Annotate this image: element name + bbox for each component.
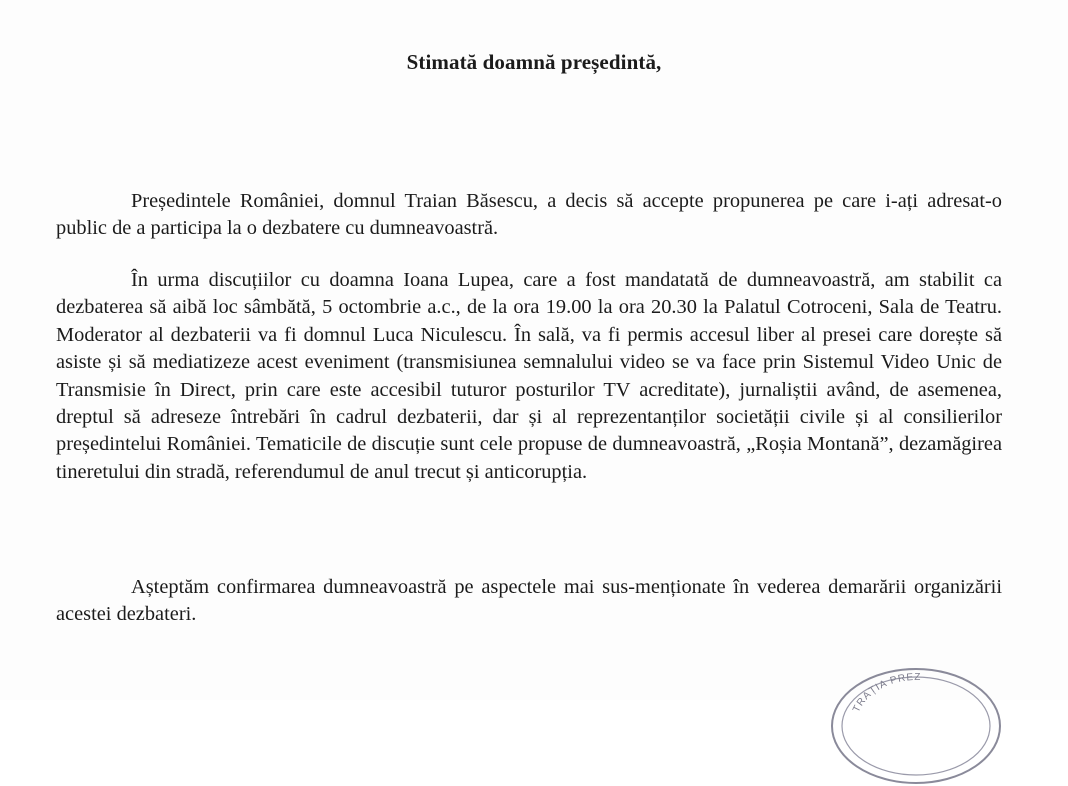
salutation: Stimată doamnă președintă, xyxy=(406,50,662,74)
paragraph-3 xyxy=(56,574,1002,629)
paragraph-1-text: Președintele României, domnul Traian Băsescu, a decis să accepte propunerea pe care i-ați adresat-o public de a participa la o dezbatere cu dumneavoastră. xyxy=(56,190,1002,240)
paragraph-2-text: În urma discuțiilor cu doamna Ioana Lupea, care a fost mandatată de dumneavoastră, am stabilit ca dezbaterea să aibă loc sâmbătă, 5 octombrie a.c., de la ora 19.00 la ora 20.30 la Palatul Cotroceni, Sala de Teatru. Moderator al dezbaterii va fi domnul Luca Niculescu. În sală, va fi permis accesul liber al presei care dorește să asiste și să mediatizeze acest eveniment (transmisiunea semnalului video se va face prin Sistemul Video Unic de Transmisie în Direct, prin care este accesibil tuturor posturilor TV acreditate), jurnaliștii având, de asemenea, dreptul să adreseze întrebări în cadrul dezbaterii, dar și al reprezentanților societății civile și al consilierilor președintelui României. Tematicile de discuție sunt cele propuse de dumneavoastră, „Roșia Montană”, dezamăgirea tineretului din stradă, referendumul de anul trecut și anticorupția. xyxy=(56,269,1002,483)
paragraph-3-text: Așteptăm confirmarea dumneavoastră pe aspectele mai sus-menționate în vederea demarării organizării acestei dezbateri. xyxy=(56,576,1002,626)
paragraph-1 xyxy=(56,188,1002,243)
official-stamp xyxy=(826,666,1004,786)
paragraph-2 xyxy=(56,267,1002,486)
stamp-text: TRAȚIA PREZ xyxy=(851,671,922,715)
